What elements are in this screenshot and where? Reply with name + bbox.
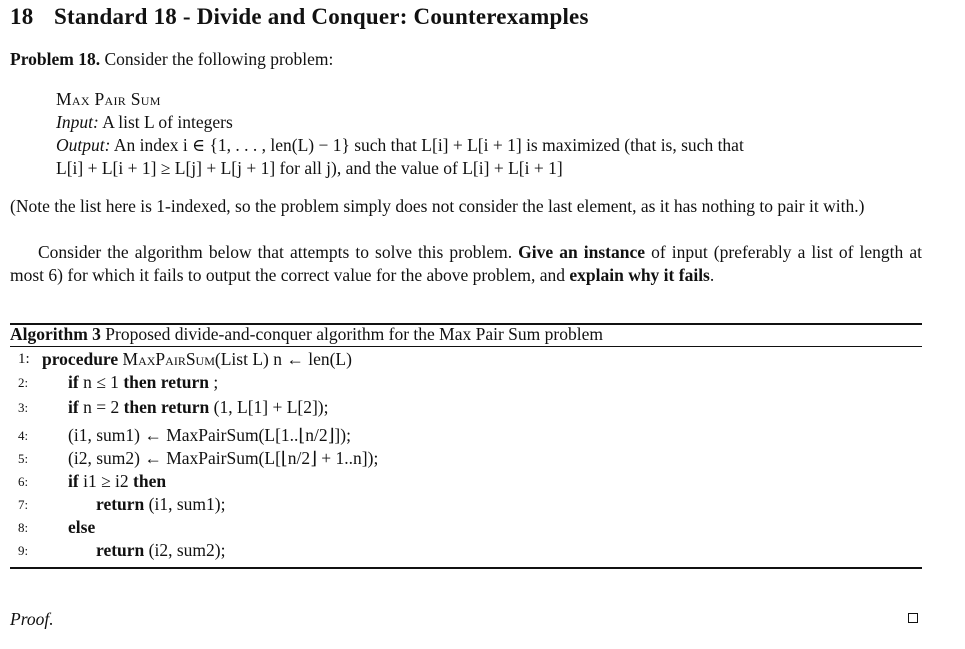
line-code [96, 493, 225, 516]
problem-statement [10, 49, 333, 70]
keyword: procedure [42, 349, 123, 369]
procedure-name: MaxPairSum [122, 349, 215, 369]
output-text-line1: An index i ∈ {1, . . . , len(L) − 1} such that L[i] + L[i + 1] is maximized (that is, such that [113, 135, 744, 155]
qed-box-icon [908, 613, 918, 623]
line-number: 6: [18, 474, 29, 489]
task-text-1: Consider the algorithm below that attempts to solve this problem. [38, 242, 519, 262]
task-bold-2: explain why it fails [569, 264, 710, 285]
task-text-2: of input (preferably a list of length at most 6) for which it fails to output the correct value for the above problem, and [10, 242, 922, 285]
code-text: n ≤ 1 [83, 372, 124, 392]
line-number: 7: [18, 497, 29, 512]
keyword: if [68, 372, 84, 392]
problem-intro: Consider the following problem: [104, 49, 334, 69]
line-code [68, 396, 329, 419]
line-number: 4: [18, 428, 29, 443]
problem-name: Max Pair Sum [56, 89, 161, 109]
line-number: 1: [18, 351, 30, 367]
line-code [42, 348, 352, 371]
line-code: (i2, sum2) ← MaxPairSum(L[⌊n/2⌋ + 1..n]); [68, 448, 379, 468]
keyword: then [133, 471, 167, 491]
algorithm-bottom-rule [10, 567, 922, 569]
code-text: i1 ≥ i2 [83, 471, 134, 491]
line-number: 5: [18, 451, 29, 466]
note-paragraph: (Note the list here is 1-indexed, so the problem simply does not consider the last element, as it has nothing to pair it with.) [10, 196, 865, 216]
output-text-line2: L[i] + L[i + 1] ≥ L[j] + L[j + 1] for all j), and the value of L[i] + L[i + 1] [56, 158, 563, 178]
task-text-3: . [709, 264, 715, 285]
problem-label: Problem 18. [10, 49, 101, 69]
algorithm-caption [10, 324, 603, 345]
line-number: 2: [18, 375, 29, 390]
keyword: then return [123, 372, 210, 392]
input-text: A list L of integers [102, 112, 233, 132]
line-number: 8: [18, 520, 29, 535]
line-code [68, 516, 95, 539]
input-spec [56, 111, 922, 134]
output-label: Output: [56, 135, 111, 155]
input-label: Input: [56, 112, 99, 132]
keyword: if [68, 397, 84, 417]
line-code [68, 371, 218, 394]
algorithm-caption-rule [10, 346, 922, 347]
task-bold-1: Give an instance [518, 242, 646, 262]
section-title: Standard 18 - Divide and Conquer: Counterexamples [54, 4, 589, 29]
code-text: (i2, sum2); [148, 540, 226, 560]
keyword: if [68, 471, 84, 491]
section-number: 18 [10, 4, 34, 29]
line-code [96, 539, 225, 562]
algorithm-label: Algorithm 3 [10, 324, 101, 344]
code-text: (List L) n ← len(L) [214, 349, 352, 369]
line-code [68, 470, 166, 493]
line-number: 9: [18, 543, 29, 558]
keyword: return [96, 540, 149, 560]
keyword: then return [123, 397, 210, 417]
algorithm-caption-text: Proposed divide-and-conquer algorithm for the Max Pair Sum problem [105, 324, 603, 344]
line-number: 3: [18, 400, 29, 415]
code-text: (i1, sum1); [148, 494, 226, 514]
proof-label: Proof. [10, 609, 54, 629]
keyword: else [68, 517, 96, 537]
task-paragraph [10, 241, 922, 286]
code-text: (1, L[1] + L[2]); [209, 397, 329, 417]
section-heading [10, 4, 589, 30]
output-spec [56, 134, 922, 157]
problem-spec [56, 88, 922, 180]
code-text: n = 2 [83, 397, 124, 417]
keyword: return [96, 494, 149, 514]
code-text: ; [209, 372, 219, 392]
line-code: (i1, sum1) ← MaxPairSum(L[1..⌊n/2⌋]); [68, 425, 351, 445]
